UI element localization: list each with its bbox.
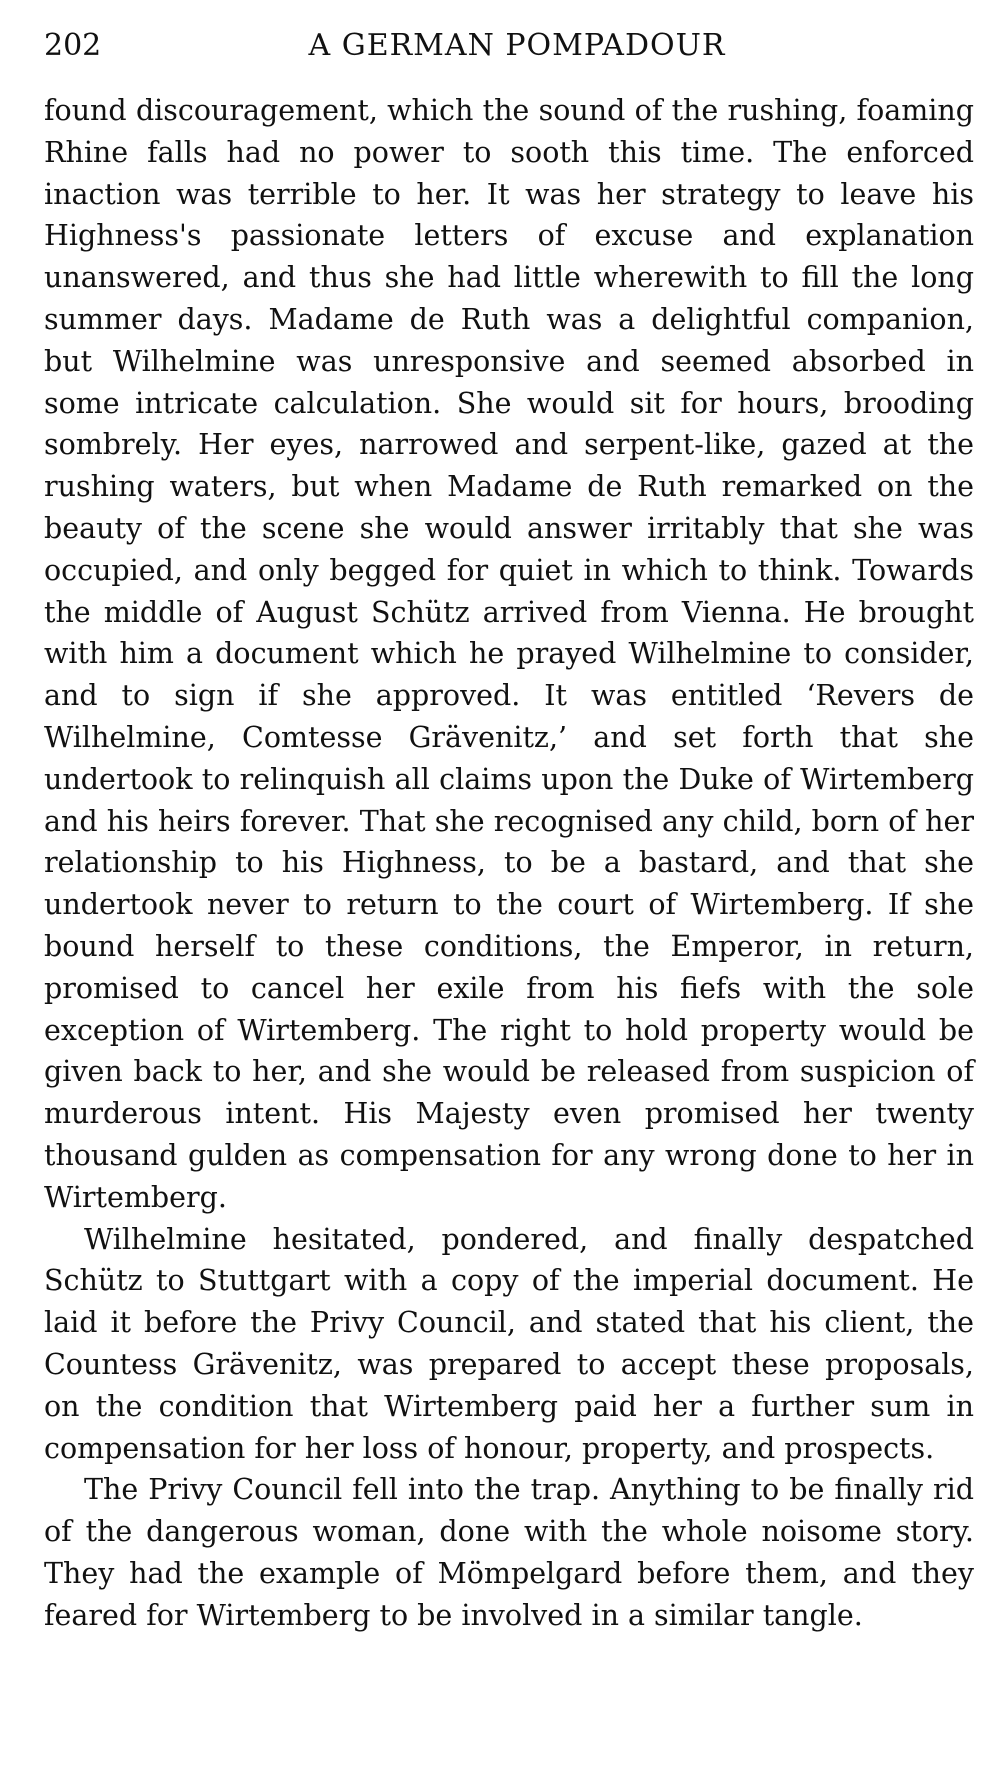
page-header	[44, 16, 970, 66]
body-text	[44, 90, 974, 1636]
paragraph: The Privy Council fell into the trap. Anything to be finally rid of the dangerous woman, done with the whole noisome story. They had the example of Mömpelgard before them, and they feared for Wirtemberg to be involved in a similar tangle.	[44, 1473, 974, 1632]
page-number: 202	[44, 28, 102, 63]
paragraph-continued: found discouragement, which the sound of the rushing, foaming Rhine falls had no power to sooth this time. The enforced inaction was terrible to her. It was her strategy to leave his Highness's passionate letters of excuse and explanation unanswered, and thus she had little wherewith to fill the long summer days. Madame de Ruth was a delightful companion, but Wilhelmine was unresponsive and seemed absorbed in some intricate calculation. She would sit for hours, brooding sombrely. Her eyes, narrowed and serpent-like, gazed at the rushing waters, but when Madame de Ruth remarked on the beauty of the scene she would answer irritably that she was occupied, and only begged for quiet in which to think. Towards the middle of August Schütz arrived from Vienna. He brought with him a document which he prayed Wilhelmine to consider, and to sign if she approved. It was entitled ‘Revers de Wilhelmine, Comtesse Grävenitz,’ and set forth that she undertook to relinquish all claims upon the Duke of Wirtemberg and his heirs forever. That she recognised any child, born of her relationship to his Highness, to be a bastard, and that she undertook never to return to the court of Wirtemberg. If she bound herself to these conditions, the Emperor, in return, promised to cancel her exile from his fiefs with the sole exception of Wirtemberg. The right to hold property would be given back to her, and she would be released from suspicion of murderous intent. His Majesty even promised her twenty thousand gulden as compensation for any wrong done to her in Wirtemberg.	[44, 94, 974, 1214]
paragraph: Wilhelmine hesitated, pondered, and finally despatched Schütz to Stuttgart with a copy of the imperial document. He laid it before the Privy Council, and stated that his client, the Countess Grävenitz, was prepared to accept these proposals, on the condition that Wirtemberg paid her a further sum in compensation for her loss of honour, property, and prospects.	[44, 1222, 974, 1465]
running-title: A GERMAN POMPADOUR	[308, 28, 726, 63]
